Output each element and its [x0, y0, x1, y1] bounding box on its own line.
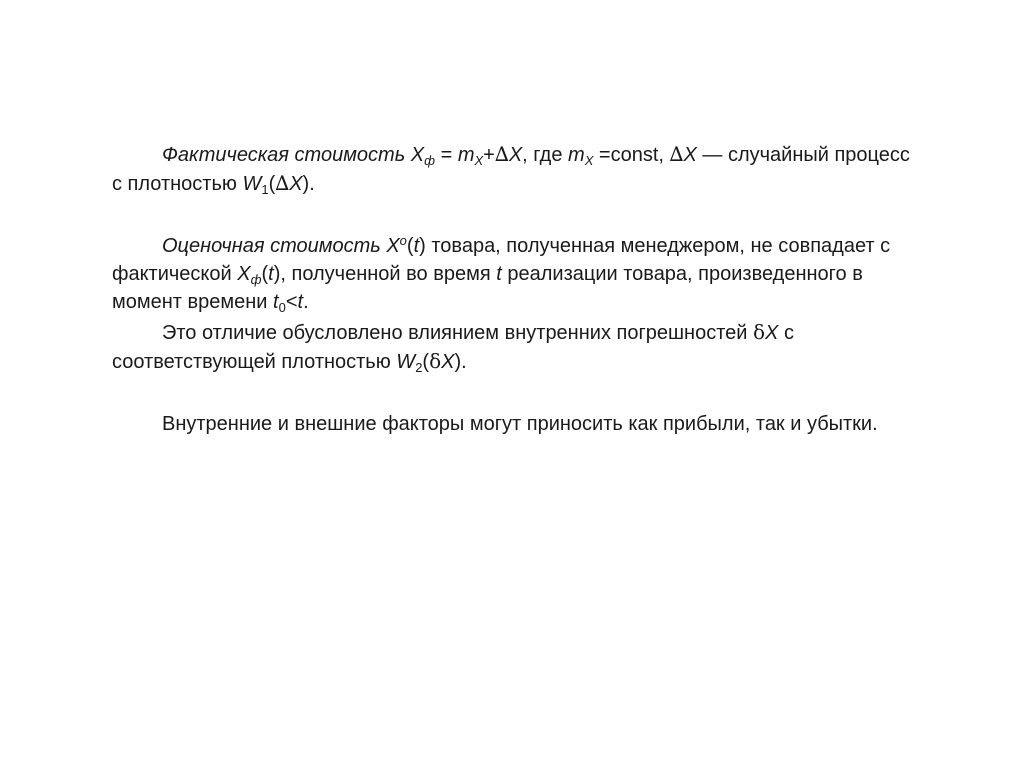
paragraph-actual-cost: Фактическая стоимость $X_ф = m_X+\Delta X$, где $m_X$ =const, ∆X — случайный процесс с плотностью $W_1(\Delta X)$. [112, 142, 910, 197]
paragraph-factors: Внутренние и внешние факторы могут приносить как прибыли, так и убытки. [162, 413, 878, 435]
paragraph-estimated-cost: Оценочная стоимость $X^o(t)$ товара, полученная менеджером, не совпадает с фактической $X_ф(t)$, полученной во время t реализации товара, произведенного в момент времени $t_0<t$. [112, 233, 891, 315]
spacer [112, 198, 924, 232]
spacer [112, 376, 924, 410]
slide-body [112, 140, 924, 438]
term-estimated-cost: Оценочная стоимость [162, 235, 381, 257]
paragraph-internal-errors: Это отличие обусловлено влиянием внутренних погрешностей δX с соответствующей плотностью $W_2(\delta X)$. [112, 320, 794, 375]
term-actual-cost: Фактическая стоимость [162, 144, 406, 166]
